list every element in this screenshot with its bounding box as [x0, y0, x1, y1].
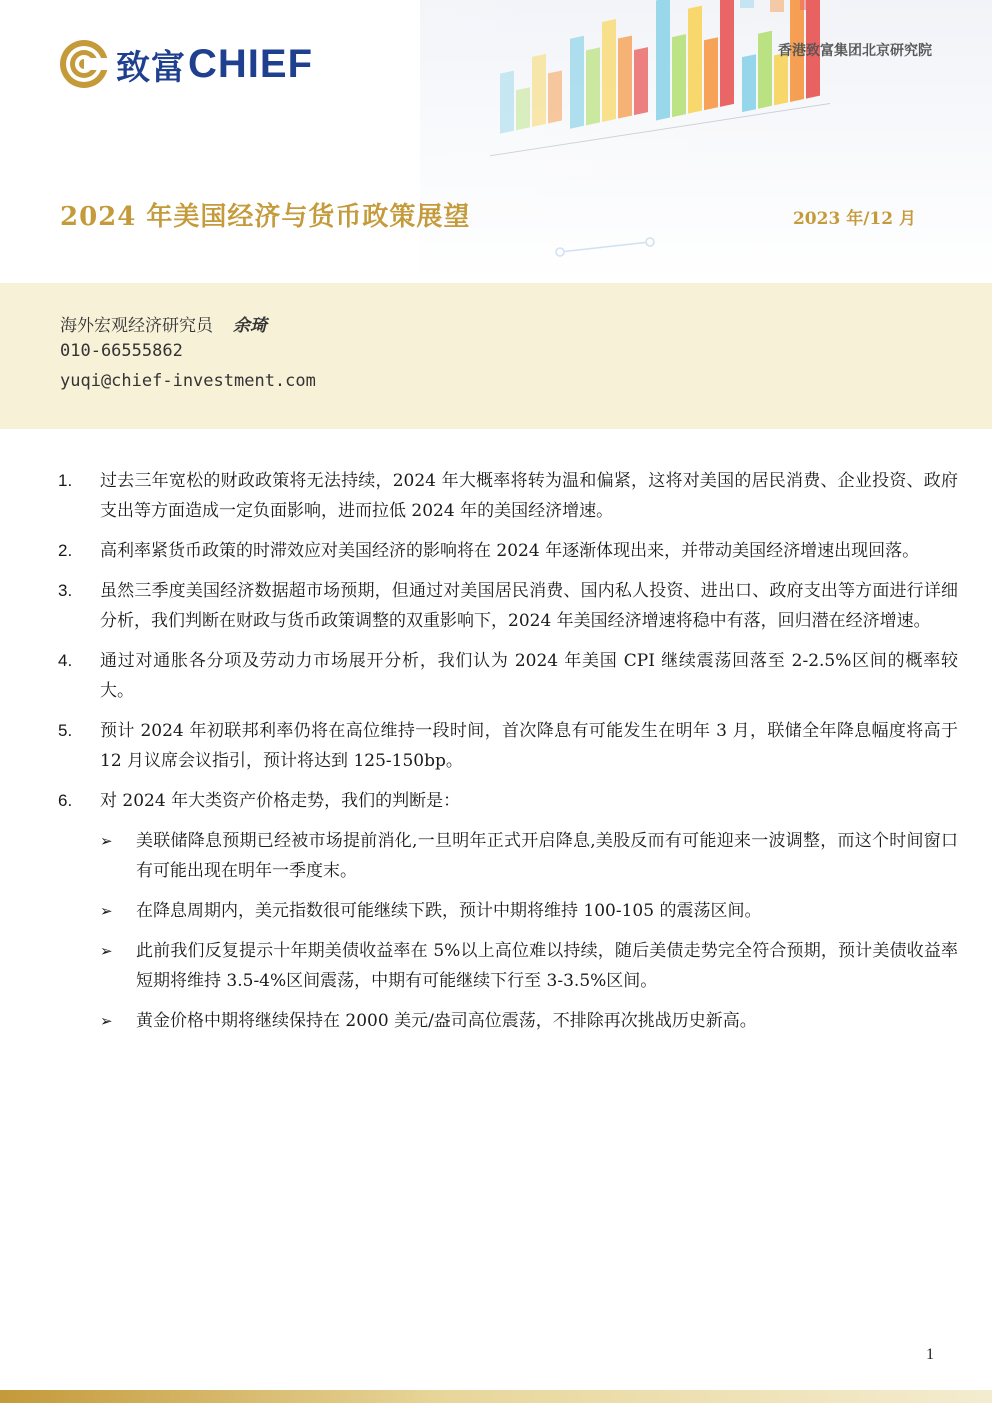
sub-point-equities — [100, 826, 958, 886]
sub-point-treasuries — [100, 936, 958, 996]
sub-point-text: 此前我们反复提示十年期美债收益率在 5%以上高位难以持续，随后美债走势完全符合预期，预计美债收益率短期将维持 3.5-4%区间震荡，中期有可能继续下行至 3-3.5%区间。 — [136, 941, 958, 991]
key-point-5 — [58, 716, 958, 776]
point-number: 5. — [58, 721, 73, 740]
key-point-1 — [58, 466, 958, 526]
point-number: 6. — [58, 791, 73, 810]
author-info-box — [0, 283, 992, 429]
key-point-3 — [58, 576, 958, 636]
point-number: 2. — [58, 541, 73, 560]
sub-point-gold — [100, 1006, 958, 1036]
point-text: 预计 2024 年初联邦利率仍将在高位维持一段时间，首次降息有可能发生在明年 3 月，联储全年降息幅度将高于 12 月议席会议指引，预计将达到 125-150bp。 — [100, 721, 958, 771]
point-text: 通过对通胀各分项及劳动力市场展开分析，我们认为 2024 年美国 CPI 继续震荡回落至 2-2.5%区间的概率较大。 — [100, 651, 958, 701]
report-header — [0, 0, 992, 283]
point-number: 3. — [58, 581, 73, 600]
author-name: 余琦 — [233, 316, 267, 336]
logo-chinese-text: 致富 — [116, 47, 186, 88]
point-text: 对 2024 年大类资产价格走势，我们的判断是： — [100, 791, 461, 811]
author-phone: 010-66555862 — [60, 341, 183, 361]
point-text: 过去三年宽松的财政政策将无法持续，2024 年大概率将转为温和偏紧，这将对美国的居民消费、企业投资、政府支出等方面造成一定负面影响，进而拉低 2024 年的美国经济增速。 — [100, 471, 958, 521]
logo-english-text: CHIEF — [188, 41, 313, 86]
logo-swirl-icon — [58, 38, 110, 90]
author-email[interactable]: yuqi@chief-investment.com — [60, 371, 316, 391]
report-date: 2023 年/12 月 — [792, 209, 916, 229]
sub-point-text: 在降息周期内，美元指数很可能继续下跌，预计中期将维持 100-105 的震荡区间。 — [136, 901, 762, 921]
sub-point-dollar — [100, 896, 958, 926]
asset-outlook-list — [100, 826, 958, 1036]
institute-name: 香港致富集团北京研究院 — [778, 43, 932, 59]
arrow-bullet-icon: ➢ — [100, 902, 113, 920]
key-points-list — [58, 466, 958, 1046]
footer-bar — [0, 1390, 992, 1403]
author-role: 海外宏观经济研究员 — [60, 316, 213, 336]
arrow-bullet-icon: ➢ — [100, 942, 113, 960]
sub-point-text: 黄金价格中期将继续保持在 2000 美元/盎司高位震荡，不排除再次挑战历史新高。 — [136, 1011, 757, 1031]
arrow-bullet-icon: ➢ — [100, 832, 113, 850]
sub-point-text: 美联储降息预期已经被市场提前消化,一旦明年正式开启降息,美股反而有可能迎来一波调整，而这个时间窗口有可能出现在明年一季度末。 — [136, 831, 958, 881]
report-title: 2024 年美国经济与货币政策展望 — [60, 202, 471, 232]
key-point-6 — [58, 786, 958, 1036]
point-number: 1. — [58, 471, 73, 490]
key-point-2 — [58, 536, 958, 566]
key-point-4 — [58, 646, 958, 706]
arrow-bullet-icon: ➢ — [100, 1012, 113, 1030]
company-logo — [58, 36, 313, 92]
point-number: 4. — [58, 651, 73, 670]
point-text: 虽然三季度美国经济数据超市场预期，但通过对美国居民消费、国内私人投资、进出口、政府支出等方面进行详细分析，我们判断在财政与货币政策调整的双重影响下，2024 年美国经济增速将稳中有落，回归潜在经济增速。 — [100, 581, 958, 631]
page-number: 1 — [926, 1346, 934, 1363]
point-text: 高利率紧货币政策的时滞效应对美国经济的影响将在 2024 年逐渐体现出来，并带动美国经济增速出现回落。 — [100, 541, 920, 561]
author-role-line — [60, 311, 267, 336]
